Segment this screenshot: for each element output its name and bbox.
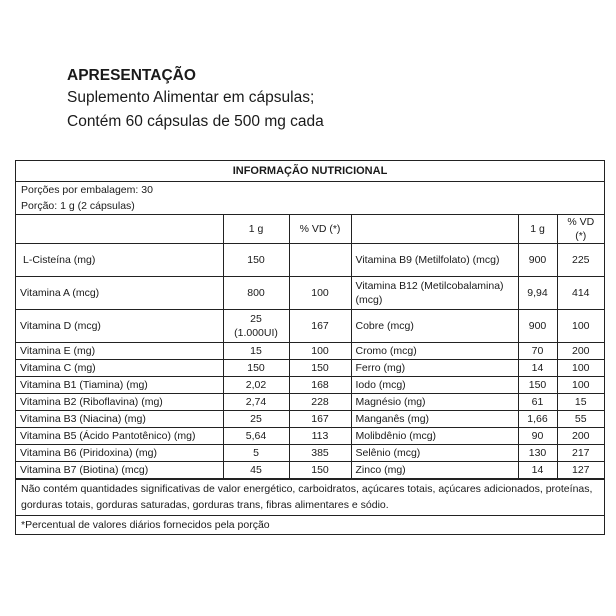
nutrient-vd-left: 100 [289,277,351,310]
nutrient-name-right: Vitamina B12 (Metilcobalamina) (mcg) [351,277,518,310]
nutrient-amount-right: 900 [518,310,557,343]
nutrient-amount-left: 150 [223,360,289,377]
nutrient-name-left: Vitamina B3 (Niacina) (mg) [16,411,223,428]
nutrient-vd-right: 217 [557,445,604,462]
nutrient-vd-right: 200 [557,428,604,445]
nutrient-vd-left: 150 [289,462,351,479]
nutrient-amount-right: 900 [518,244,557,277]
nutrient-vd-right: 127 [557,462,604,479]
nutrient-vd-right: 55 [557,411,604,428]
nutrient-name-left: Vitamina D (mcg) [16,310,223,343]
presentation-line-1: Suplemento Alimentar em cápsulas; [67,89,315,106]
nutrient-row [16,394,604,411]
nutrient-name-left: Vitamina B5 (Ácido Pantotênico) (mg) [16,428,223,445]
nutrient-name-right: Selênio (mcg) [351,445,518,462]
nutrient-row [16,277,604,310]
nutrient-vd-right: 200 [557,343,604,360]
nutrient-amount-right: 70 [518,343,557,360]
nutrient-amount-right: 14 [518,462,557,479]
nutrient-vd-left: 228 [289,394,351,411]
nutrient-name-right: Cromo (mcg) [351,343,518,360]
nutrient-name-left: Vitamina B2 (Riboflavina) (mg) [16,394,223,411]
nutrient-amount-left: 150 [223,244,289,277]
nutrient-vd-left: 385 [289,445,351,462]
nutrition-note: Não contém quantidades significativas de valor energético, carboidratos, açúcares totais, açúcares adicionados, proteínas, gorduras totais, gorduras saturadas, gorduras trans, fibras alimentares e sódio. [16,479,604,515]
nutrient-row [16,310,604,343]
presentation-title: APRESENTAÇÃO [67,67,196,84]
nutrient-name-left: Vitamina B1 (Tiamina) (mg) [16,377,223,394]
nutrient-name-right: Iodo (mcg) [351,377,518,394]
nutrient-name-right: Ferro (mg) [351,360,518,377]
nutrient-amount-left: 25 [223,411,289,428]
nutrient-vd-left: 167 [289,411,351,428]
nutrient-amount-left: 5 [223,445,289,462]
vd-footnote: *Percentual de valores diários fornecidos pela porção [16,515,604,534]
serving-size: Porção: 1 g (2 cápsulas) [16,198,604,215]
nutrient-row [16,445,604,462]
nutrient-row [16,377,604,394]
nutrition-table-header: INFORMAÇÃO NUTRICIONAL [16,161,604,182]
nutrient-amount-right: 90 [518,428,557,445]
nutrient-name-right: Magnésio (mg) [351,394,518,411]
nutrient-name-left: Vitamina C (mg) [16,360,223,377]
col-amount-left: 1 g [223,215,289,244]
nutrient-vd-left: 167 [289,310,351,343]
nutrient-amount-left: 45 [223,462,289,479]
nutrient-row [16,462,604,479]
nutrient-name-right: Zinco (mg) [351,462,518,479]
nutrient-row [16,244,604,277]
col-vd-left: % VD (*) [289,215,351,244]
nutrient-vd-left: 150 [289,360,351,377]
nutrient-amount-right: 9,94 [518,277,557,310]
nutrient-name-right: Cobre (mcg) [351,310,518,343]
nutrient-vd-right: 15 [557,394,604,411]
nutrient-grid [16,215,604,479]
nutrient-amount-left: 2,74 [223,394,289,411]
nutrient-name-left: Vitamina B7 (Biotina) (mcg) [16,462,223,479]
nutrient-amount-right: 14 [518,360,557,377]
nutrient-row [16,411,604,428]
nutrient-name-left: L-Cisteína (mg) [16,244,223,277]
nutrient-name-left: Vitamina E (mg) [16,343,223,360]
nutrient-vd-right: 100 [557,377,604,394]
nutrient-vd-right: 100 [557,310,604,343]
nutrient-amount-right: 61 [518,394,557,411]
col-amount-right: 1 g [518,215,557,244]
nutrient-vd-left: 113 [289,428,351,445]
nutrient-vd-left [289,244,351,277]
column-header-row [16,215,604,244]
nutrient-name-right: Molibdênio (mcg) [351,428,518,445]
servings-per-package: Porções por embalagem: 30 [21,184,153,196]
nutrient-amount-left: 25 (1.000UI) [223,310,289,343]
nutrition-table [15,160,605,535]
presentation-block [67,66,324,134]
nutrient-row [16,428,604,445]
nutrient-row [16,360,604,377]
nutrient-vd-right: 414 [557,277,604,310]
nutrient-row [16,343,604,360]
nutrient-amount-right: 130 [518,445,557,462]
nutrient-vd-left: 168 [289,377,351,394]
nutrient-name-right: Vitamina B9 (Metilfolato) (mcg) [351,244,518,277]
nutrient-name-left: Vitamina A (mcg) [16,277,223,310]
col-vd-right: % VD (*) [557,215,604,244]
nutrient-amount-left: 800 [223,277,289,310]
nutrient-amount-left: 2,02 [223,377,289,394]
nutrient-amount-left: 15 [223,343,289,360]
nutrient-amount-right: 150 [518,377,557,394]
nutrient-amount-right: 1,66 [518,411,557,428]
nutrient-vd-right: 225 [557,244,604,277]
nutrient-name-left: Vitamina B6 (Piridoxina) (mg) [16,445,223,462]
nutrient-vd-right: 100 [557,360,604,377]
nutrient-name-right: Manganês (mg) [351,411,518,428]
presentation-line-2: Contém 60 cápsulas de 500 mg cada [67,113,324,130]
nutrient-amount-left: 5,64 [223,428,289,445]
nutrient-vd-left: 100 [289,343,351,360]
